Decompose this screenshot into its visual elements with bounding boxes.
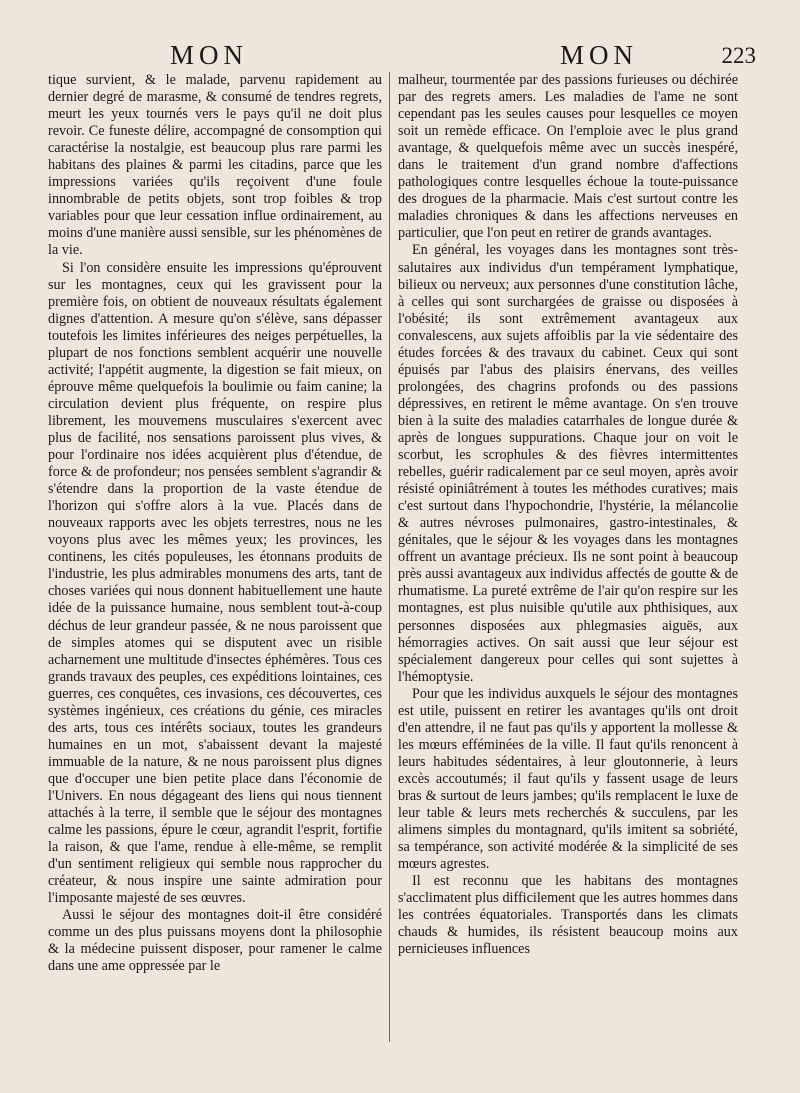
column-divider	[389, 72, 390, 1042]
paragraph: Si l'on considère ensuite les impressions qu'éprouvent sur les montagnes, ceux qui les gravissent pour la première fois, on obtient de nouveaux résultats également dignes d'attention. A mesure qu'on s'élève, sans dépasser toutefois les limites inférieures des neiges perpétuelles, la plupart de nos fonctions semblent acquérir une nouvelle activité; l'appétit augmente, la digestion se fait mieux, on éprouve même quelquefois la boulimie ou faim canine; la circulation devient plus fréquente, on respire plus librement, les mouvemens musculaires s'exercent avec plus de facilité, nos sensations paroissent plus vives, & pour l'ordinaire nos idées acquièrent plus d'étendue, de force & de profondeur; nos pensées semblent s'agrandir & s'étendre dans la proportion de la vaste étendue de l'horizon qui s'offre alors à la vue. Placés dans de nouveaux rapports avec les objets terrestres, nous ne les voyons plus avec les mêmes yeux; les provinces, les continens, les cités populeuses, les étonnans produits de l'industrie, les plus admirables monumens des arts, tant de choses variées qui nous donnent habituellement une haute idée de la puissance humaine, nous semblent tout-à-coup déchus de leur grandeur passée, & ne nous paroissent que de simples atomes qui se disputent avec un risible acharnement une multitude d'insectes éphémères. Tous ces grands travaux des peuples, ces expéditions lointaines, ces guerres, ces conquêtes, ces invasions, ces découvertes, ces systèmes ingénieux, ces créations du génie, ces miracles des arts, tous ces intérêts sociaux, toutes les grandeurs humaines en un mot, s'abaissent devant la majesté immuable de la nature, & ne nous paroissent plus dignes que d'occuper une bien petite place dans l'économie de l'Univers. En nous dégageant des liens qui nous tiennent attachés à la terre, il semble que le séjour des montagnes calme les passions, épure le cœur, agrandit l'esprit, fortifie la raison, & que l'ame, rendue à elle-même, se remplit d'un sentiment religieux qui semble nous rapprocher du créateur, & nous inspire une sainte admiration pour l'imposante majesté de ses œuvres.	[48, 259, 382, 907]
running-head-left: MON	[170, 40, 249, 70]
paragraph: Il est reconnu que les habitans des montagnes s'acclimatent plus difficilement que les autres hommes dans les contrées équatoriales. Transportés dans les climats chauds & humides, ils résistent beaucoup moins aux pernicieuses influences	[398, 873, 738, 958]
paragraph: tique survient, & le malade, parvenu rapidement au dernier degré de marasme, & consumé de tendres regrets, meurt les yeux tournés vers le pays qu'il ne doit plus revoir. Ce funeste délire, accompagné de consomption qui caractérise la nostalgie, est beaucoup plus rare parmi les habitans des plaines & parmi les citadins, parce que les impressions variées qu'ils reçoivent d'une foule innombrable de petits objets, sont trop foibles & trop variables pour que leur cessation influe ordinairement, au moins d'une manière aussi sensible, sur les phénomènes de la vie.	[48, 72, 382, 259]
running-head-right: MON	[560, 40, 639, 70]
page-number: 223	[721, 43, 756, 68]
left-column	[48, 72, 382, 975]
page-header	[40, 40, 760, 76]
right-column	[398, 72, 738, 958]
paragraph: En général, les voyages dans les montagnes sont très-salutaires aux individus d'un tempérament lymphatique, bilieux ou nerveux; aux personnes d'une constitution lâche, à celles qui sont surchargées de graisse ou disposées à l'obésité; ils sont extrêmement avantageux aux convalescens, aux sujets affoiblis par la vie sédentaire des études forcées & des travaux du cabinet. Ceux qui sont épuisés par l'abus des plaisirs énervans, des veilles prolongées, des chagrins profonds ou des passions dépressives, en retirent le même avantage. On s'en trouve bien à la suite des maladies catarrhales de longue durée & après de longues suppurations. Chaque jour on voit le scorbut, les scrophules & des fièvres intermittentes rebelles, guérir radicalement par ce seul moyen, après avoir résisté opiniâtrément à toutes les méthodes curatives; mais c'est surtout dans l'hypochondrie, l'hystérie, la mélancolie & autres névroses pulmonaires, gastro-intestinales, & génitales, que le séjour & les voyages dans les montagnes offrent un avantage précieux. Ils ne sont point à beaucoup près aussi avantageux aux individus affectés de goutte & de rhumatisme. La pureté extrême de l'air qu'on respire sur les montagnes, est plus nuisible qu'utile aux phthisiques, aux personnes disposées aux phlegmasies aiguës, aux hémorragies actives. On sait aussi que leur séjour est spécialement dangereux pour celles qui sont sujettes à l'hémoptysie.	[398, 242, 738, 685]
paragraph: Pour que les individus auxquels le séjour des montagnes est utile, puissent en retirer les avantages qu'ils ont droit d'en attendre, il ne faut pas qu'ils y apportent la mollesse & les mœurs efféminées de la ville. Il faut qu'ils renoncent à leurs habitudes sédentaires, à leur gloutonnerie, à leurs excès accoutumés; il faut qu'ils y fassent usage de leurs bras & surtout de leurs jambes; qu'ils remplacent le luxe de leur table & leurs mets recherchés & succulens, par les alimens simples du montagnard, qu'ils imitent sa sobriété, sa tempérance, son activité modérée & la simplicité de ses mœurs agrestes.	[398, 685, 738, 873]
paragraph: Aussi le séjour des montagnes doit-il être considéré comme un des plus puissans moyens dont la philosophie & la médecine puissent disposer, pour ramener le calme dans une ame oppressée par le	[48, 907, 382, 975]
paragraph: malheur, tourmentée par des passions furieuses ou déchirée par des regrets amers. Les maladies de l'ame ne sont cependant pas les seules causes pour lesquelles ce moyen soit un remède efficace. On l'emploie avec le plus grand avantage, & quelquefois même avec un succès inespéré, dans le traitement d'un grand nombre d'affections pathologiques contre lesquelles échoue la toute-puissance des drogues de la pharmacie. Mais c'est surtout contre les maladies chroniques & dans les affections nerveuses en particulier, que l'on peut en retirer de grands avantages.	[398, 72, 738, 242]
